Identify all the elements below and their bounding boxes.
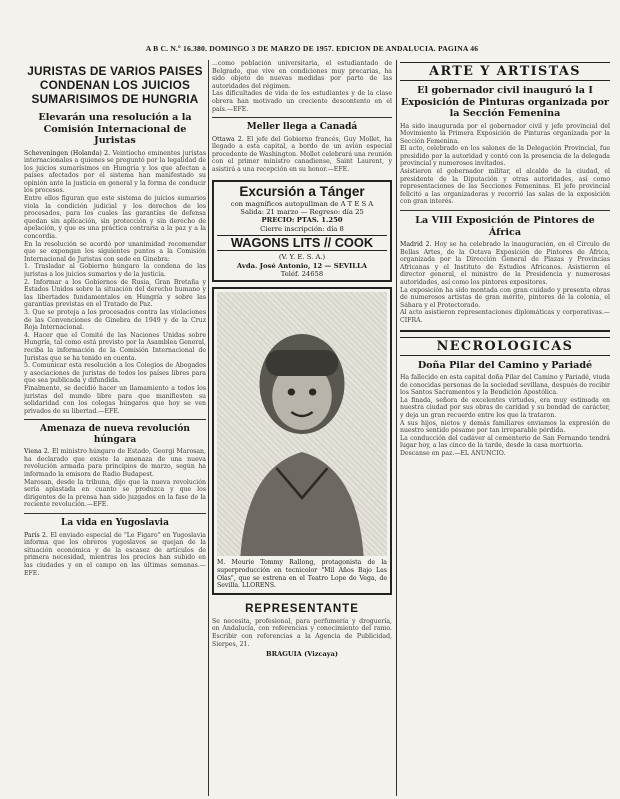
section-necrologicas: NECROLOGICAS xyxy=(400,337,610,356)
portrait-image xyxy=(217,292,387,556)
article-paragraph: La exposición ha sido montada con gran cuidado y presenta obras de numerosos artistas de gran mérito, pintores de la colonia, el Sáhara y el Protectorado. xyxy=(400,286,610,309)
divider xyxy=(24,513,206,514)
article-paragraph: 5. Comunicar esta resolución a los Colegios de Abogados y asociaciones de juristas de todos los países libres para que sea publicada y difundida. xyxy=(24,362,206,385)
ad-line: Salida: 21 marzo — Regreso: día 25 xyxy=(240,208,364,217)
ad-title: Excursión a Tánger xyxy=(239,183,365,199)
column-1 xyxy=(24,60,206,796)
article-paragraph: 2. Informar a los Gobiernos de Rusia, Gran Bretaña y Estados Unidos sobre la situación del derecho humano y las libertades fundamentales en Hungría y sobre las garantías previstas en el Tratado de Paz. xyxy=(24,278,206,309)
article-paragraph: 1. Trasladar al Gobierno húngaro la condena de las juristas a los juicios sumarios y de la justicia. xyxy=(24,263,206,278)
article-paragraph: 3. Que se proteja a los procesados contra las violaciones de las Convenciones de Ginebra de 1949 y de la Cruz Roja Internacional. xyxy=(24,308,206,332)
page-header: A B C. N.º 16.380. DOMINGO 3 DE MARZO DE 1957. EDICION DE ANDALUCIA. PAGINA 46 xyxy=(145,44,479,53)
article-paragraph: 4. Hacer que el Comité de las Naciones Unidas sobre Hungría, tal como está previsto por la Asamblea General, reciba la información de la Comisión Internacional de Juristas que se ha tenido en cuenta. xyxy=(24,331,206,362)
divider xyxy=(400,210,610,211)
column-rule-2 xyxy=(396,60,397,796)
divider xyxy=(400,330,610,332)
article-paragraph: Finalmente, se decidió hacer un llamamiento a todos los juristas del mundo libre para que manifiesten su solidaridad con los colegas húngaros que hoy se ven privados de su libertad.—EFE. xyxy=(24,384,206,415)
article-paragraph: La conducción del cadáver al cementerio de San Fernando tendrá lugar hoy, a las cinco de la tarde, desde la casa mortuoria. xyxy=(400,434,610,450)
article-paragraph: El acto, celebrado en los salones de la Delegación Provincial, fue presidido por la autoridad y contó con la presencia de la delegada provincial y numerosos invitados. xyxy=(400,145,610,168)
article-paragraph: A sus hijos, nietos y demás familiares enviamos la expresión de nuestro sentido pésame por tan irreparable pérdida. xyxy=(400,419,610,435)
dateline: París 2. xyxy=(24,531,48,539)
headline-amenaza: Amenaza de nueva revolución húngara xyxy=(40,424,190,445)
article-paragraph: Descanse en paz.—EL ANUNCIO. xyxy=(400,450,506,457)
ad-line: con magníficos autopullman de A T E S A xyxy=(230,199,374,208)
ad-brand: WAGONS LITS // COOK xyxy=(217,235,387,251)
divider xyxy=(212,117,392,118)
article-paragraph: Ha fallecido en esta capital doña Pilar del Camino y Pariadé, viuda de conocidas personas de la sociedad sevillana, después de recibir los Santos Sacramentos y la Bendición Apostólica. xyxy=(400,374,610,397)
ad-line: (V. Y. E. S. A.) xyxy=(278,253,326,262)
column-2 xyxy=(212,60,392,796)
article-paragraph: ...como población universitaria, el estudiantado de Belgrado, que vive en condiciones muy precarias, ha sido objeto de nuevas medidas por parte de las autoridades del régimen. xyxy=(212,60,392,90)
dateline: Scheveningen (Holanda) 2. xyxy=(24,149,111,157)
article-paragraph: En la resolución se acordó por unanimidad recomendar que se expongan los siguientes puntos a la Comisión Internacional de Juristas con sede en Ginebra: xyxy=(24,240,206,263)
article-paragraph: París 2. El enviado especial de "Le Figaro" en Yugoslavia informa que los obreros yugoslavos se quejan de la situación económica y de la escasez de artículos de primera necesidad, mientras los precios han subido en las ciudades y en el campo en las últimas semanas.—EFE. xyxy=(24,531,206,577)
column-3 xyxy=(400,60,610,796)
dateline: Viena 2. xyxy=(24,448,50,456)
article-paragraph: Ottawa 2. El jefe del Gobierno francés, Guy Mollet, ha llegado a esta capital, a bordo de un avión especial procedente de Washington. Mollet celebrará una reunión con el primer ministro canadiense, Saint Laurent, y asistirá a una recepción en su honor.—EFE. xyxy=(212,135,392,174)
ad-address: Avda. José Antonio, 12 — SEVILLA xyxy=(236,261,368,270)
article-paragraph: Scheveningen (Holanda) 2. Veintiocho eminentes juristas internacionales a quienes se preguntó por la legalidad de los juicios sumarísimos en Hungría y los que afectan a países afectados por el sistema han manifestado su opinión ante la justicia en general y la forma de conducir los procesos. xyxy=(24,149,206,195)
article-paragraph: Asistieron el gobernador militar, el alcalde de la ciudad, el presidente de la Diputación y otras autoridades, así como representaciones de las Secciones Femeninas. El jefe provincial felicitó a las organizadoras y recorrió las salas de la exposición con gran interés. xyxy=(400,168,610,206)
headline-pintores-africa: La VIII Exposición de Pintores de África xyxy=(415,215,595,238)
headline-yugoslavia: La vida en Yugoslavia xyxy=(61,518,169,529)
ad-price: PRECIO: PTAS. 1.250 xyxy=(261,216,343,225)
ad-representante-sign: BRAGUIA (Vizcaya) xyxy=(266,650,338,659)
article-paragraph: Viena 2. El ministro húngaro de Estado, Georgi Marosan, ha declarado que existe la amenaza de una nueva revolución armada para principios de marzo, según ha informado la emisora de Radio Budapest. xyxy=(24,448,206,479)
photo-caption: M. Mourie Tommy Rallong, protagonista de la superproducción en tecnicolor "Mil Años Bajo Las Olas", que se estrena en el Teatro Lope de Vega, de Sevilla. LLORENS. xyxy=(217,559,387,590)
article-paragraph: Al acto asistieron representaciones diplomáticas y corporativas.—CIFRA. xyxy=(400,309,610,324)
article-paragraph: Marosan, desde la tribuna, dijo que la nueva revolución sería aplastada en cuanto se produzca y que los dirigentes de la prensa han sido juzgados en la fase de la reciente revolución.—EFE. xyxy=(24,478,206,509)
article-paragraph: Entre ellos figuran que este sistema de juicios sumarios viola la condición judicial y los derechos de los procesados, para los cuales las garantías de defensa quedan sin aplicación, sin protección y sin derecho de apelación, y que es una práctica contraria a la paz y a la concordia. xyxy=(24,195,206,241)
portrait-photo xyxy=(217,292,387,556)
ad-phone: Teléf. 24658 xyxy=(280,270,324,279)
section-arte-y-artistas: ARTE Y ARTISTAS xyxy=(400,62,610,81)
advertisement-tanger xyxy=(212,180,392,283)
column-rule-1 xyxy=(208,60,209,796)
photo-frame xyxy=(212,287,392,594)
dateline: Madrid 2. xyxy=(400,241,432,249)
article-paragraph: La finada, señora de excelentes virtudes, era muy estimada en nuestra ciudad por sus obras de caridad y su bondad de carácter, y deja un gran recuerdo entre los que la trataron. xyxy=(400,396,610,420)
article-paragraph: Las dificultades de vida de los estudiantes y de la clase obrera han motivado un creciente descontento en el país.—EFE. xyxy=(212,90,392,113)
ad-representante-title: REPRESENTANTE xyxy=(245,602,359,615)
headline-juristas: JURISTAS DE VARIOS PAISES CONDENAN LOS JUICIOS SUMARISIMOS DE HUNGRIA xyxy=(27,64,203,106)
article-paragraph: Madrid 2. Hoy se ha celebrado la inauguración, en el Círculo de Bellas Artes, de la Octava Exposición de Pintores de África, organizada por la Dirección General de Plazas y Provincias Africanas y el Instituto de Estudios Africanos. Asistieron el director general, el ministro de la Presidencia y numerosas autoridades, así como los pintores expositores. xyxy=(400,241,610,286)
article-paragraph: Ha sido inaugurada por el gobernador civil y jefe provincial del Movimiento la Primera Exposición de Pinturas organizada por la Sección Femenina. xyxy=(400,122,610,145)
divider xyxy=(24,419,206,420)
headline-dona-pilar: Doña Pilar del Camino y Pariadé xyxy=(417,359,593,371)
headline-exposicion: El gobernador civil inauguró la I Exposición de Pinturas organizada por la Sección Femenina xyxy=(401,85,609,119)
ad-representante-text: Se necesita, profesional, para perfumería y droguería, en Andalucía, con referencias y conocimiento del ramo. Escribir con referencias a la Agencia de Publicidad, Sierpes, 21. xyxy=(212,617,392,648)
subhead-resolucion: Elevarán una resolución a la Comisión Internacional de Juristas xyxy=(38,112,192,146)
dateline: Ottawa 2. xyxy=(212,135,244,143)
headline-meller: Meller llega a Canadá xyxy=(246,122,358,133)
ad-line: Cierre inscripción: día 8 xyxy=(260,224,344,233)
